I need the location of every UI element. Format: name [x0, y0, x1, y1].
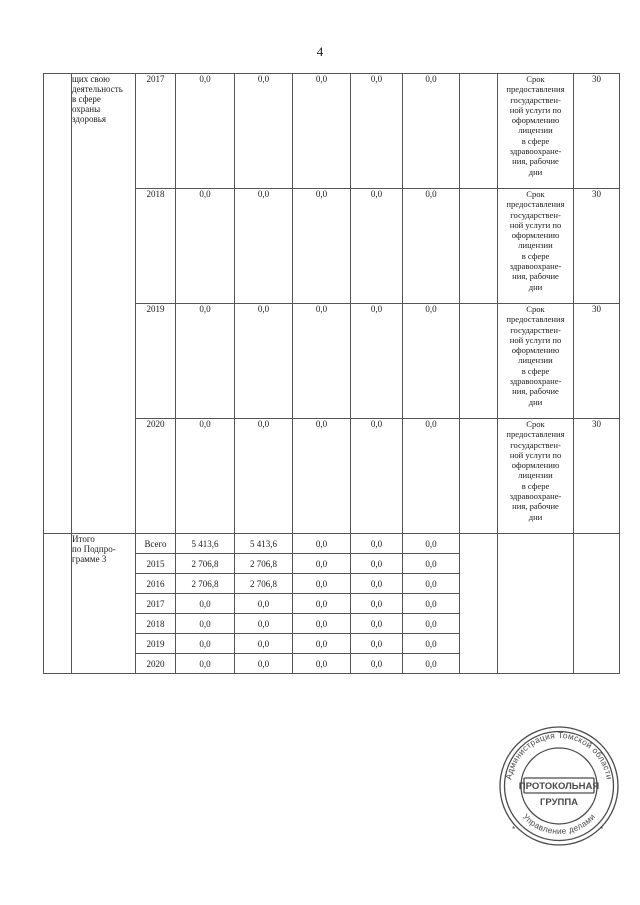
value-cell: 0,0	[351, 594, 403, 614]
value-cell: 0,0	[235, 419, 293, 534]
value-cell: 0,0	[235, 654, 293, 674]
text-line: Срок	[526, 74, 545, 84]
value-cell: 0,0	[293, 534, 351, 554]
stamp-center-line2: ГРУППА	[539, 797, 579, 808]
indicator-cell	[498, 419, 574, 534]
empty-cell	[460, 534, 498, 674]
stamp-ring-bottom-text: Управление делами	[520, 811, 598, 837]
text-line: лицензии	[518, 470, 553, 481]
value-cell: 0,0	[403, 189, 460, 304]
text-line: государствен-	[510, 439, 561, 450]
text-line: в сфере	[521, 365, 550, 376]
value-cell: 0,0	[351, 654, 403, 674]
value-cell: 0,0	[176, 419, 235, 534]
value-cell: 0,0	[176, 634, 235, 654]
value-cell: 0,0	[351, 554, 403, 574]
text-line: Срок	[526, 419, 545, 429]
text-line: здравоохране-	[509, 376, 562, 387]
year-cell: 2017	[136, 74, 176, 189]
table-row	[44, 534, 620, 554]
value-cell: 0,0	[293, 419, 351, 534]
text-line: предоставления	[506, 84, 565, 95]
target-value-cell: 30	[574, 419, 620, 534]
value-cell: 0,0	[176, 594, 235, 614]
text-line: в сфере	[72, 94, 101, 104]
text-line: дни	[528, 281, 543, 292]
value-cell: 0,0	[403, 594, 460, 614]
value-cell: 0,0	[235, 594, 293, 614]
text-line: ния, рабочие	[512, 501, 559, 512]
row-number-cell	[44, 534, 72, 674]
year-cell: Всего	[136, 534, 176, 554]
value-cell: 0,0	[403, 554, 460, 574]
year-cell: 2015	[136, 554, 176, 574]
value-cell: 0,0	[351, 614, 403, 634]
value-cell: 0,0	[235, 634, 293, 654]
block1-body	[44, 74, 620, 534]
text-line: лицензии	[518, 355, 553, 366]
text-line: ной услуги по	[509, 449, 562, 460]
text-line: ния, рабочие	[512, 271, 559, 282]
value-cell: 2 706,8	[235, 574, 293, 594]
text-line: деятельность	[72, 84, 123, 94]
value-cell: 0,0	[293, 189, 351, 304]
value-cell: 0,0	[351, 534, 403, 554]
target-value-cell: 30	[574, 304, 620, 419]
value-cell: 0,0	[293, 554, 351, 574]
value-cell: 0,0	[293, 304, 351, 419]
table-row	[44, 74, 620, 189]
value-cell: 0,0	[403, 534, 460, 554]
year-cell: 2019	[136, 634, 176, 654]
year-cell: 2018	[136, 189, 176, 304]
text-line: в сфере	[521, 480, 550, 491]
year-cell: 2020	[136, 419, 176, 534]
empty-cell	[498, 534, 574, 674]
text-line: лицензии	[518, 240, 553, 251]
value-cell: 0,0	[351, 304, 403, 419]
text-line: грамме 3	[72, 554, 107, 564]
text-line: ной услуги по	[509, 219, 562, 230]
text-line: по Подпро-	[72, 544, 116, 554]
total-name-cell	[72, 534, 136, 674]
value-cell: 5 413,6	[235, 534, 293, 554]
year-cell: 2016	[136, 574, 176, 594]
empty-cell	[460, 74, 498, 189]
text-line: здравоохране-	[509, 491, 562, 502]
indicator-cell	[498, 189, 574, 304]
value-cell: 0,0	[176, 614, 235, 634]
text-line: ной услуги по	[509, 334, 562, 345]
text-line: оформлению	[511, 230, 560, 241]
text-line: оформлению	[511, 115, 560, 126]
text-line: ния, рабочие	[512, 386, 559, 397]
text-line: государствен-	[510, 94, 561, 105]
text-line: щих свою	[72, 74, 110, 84]
text-line: дни	[528, 396, 543, 407]
value-cell: 0,0	[293, 614, 351, 634]
value-cell: 0,0	[351, 189, 403, 304]
year-cell: 2017	[136, 594, 176, 614]
value-cell: 0,0	[403, 74, 460, 189]
block2-body	[44, 534, 620, 674]
text-line: Срок	[526, 189, 545, 199]
value-cell: 0,0	[235, 304, 293, 419]
text-line: Срок	[526, 304, 545, 314]
text-line: государствен-	[510, 324, 561, 335]
text-line: предоставления	[506, 199, 565, 210]
empty-cell	[460, 189, 498, 304]
indicator-cell	[498, 74, 574, 189]
value-cell: 0,0	[235, 74, 293, 189]
text-line: государствен-	[510, 209, 561, 220]
value-cell: 2 706,8	[176, 574, 235, 594]
text-line: лицензии	[518, 125, 553, 136]
value-cell: 0,0	[235, 189, 293, 304]
value-cell: 0,0	[293, 594, 351, 614]
text-line: Итого	[72, 534, 95, 544]
year-cell: 2018	[136, 614, 176, 634]
program-table	[43, 73, 620, 674]
empty-cell	[460, 419, 498, 534]
text-line: в сфере	[521, 135, 550, 146]
value-cell: 2 706,8	[176, 554, 235, 574]
protocol-group-stamp	[496, 723, 622, 849]
year-cell: 2020	[136, 654, 176, 674]
stamp-star-right: *	[600, 825, 604, 834]
empty-cell	[460, 304, 498, 419]
value-cell: 0,0	[351, 634, 403, 654]
value-cell: 0,0	[176, 304, 235, 419]
text-line: дни	[528, 511, 543, 522]
value-cell: 0,0	[403, 304, 460, 419]
value-cell: 0,0	[293, 574, 351, 594]
value-cell: 0,0	[351, 74, 403, 189]
year-cell: 2019	[136, 304, 176, 419]
value-cell: 0,0	[293, 74, 351, 189]
value-cell: 0,0	[403, 419, 460, 534]
activity-name-cell	[72, 74, 136, 534]
target-value-cell: 30	[574, 74, 620, 189]
value-cell: 0,0	[235, 614, 293, 634]
value-cell: 5 413,6	[176, 534, 235, 554]
value-cell: 0,0	[403, 634, 460, 654]
empty-cell	[574, 534, 620, 674]
text-line: оформлению	[511, 460, 560, 471]
stamp-ring-top-text: Администрация Томской области	[503, 729, 615, 781]
value-cell: 0,0	[293, 654, 351, 674]
value-cell: 0,0	[351, 574, 403, 594]
text-line: предоставления	[506, 429, 565, 440]
value-cell: 0,0	[351, 419, 403, 534]
value-cell: 0,0	[176, 74, 235, 189]
text-line: охраны	[72, 104, 101, 114]
text-line: здоровья	[72, 114, 106, 124]
value-cell: 0,0	[403, 574, 460, 594]
indicator-cell	[498, 304, 574, 419]
text-line: здравоохране-	[509, 261, 562, 272]
text-line: здравоохране-	[509, 146, 562, 157]
value-cell: 0,0	[176, 189, 235, 304]
text-line: ной услуги по	[509, 104, 562, 115]
value-cell: 2 706,8	[235, 554, 293, 574]
value-cell: 0,0	[403, 614, 460, 634]
text-line: предоставления	[506, 314, 565, 325]
text-line: оформлению	[511, 345, 560, 356]
value-cell: 0,0	[176, 654, 235, 674]
value-cell: 0,0	[293, 634, 351, 654]
stamp-center-line1: ПРОТОКОЛЬНАЯ	[518, 781, 600, 792]
text-line: ния, рабочие	[512, 156, 559, 167]
stamp-star-left: *	[512, 825, 516, 834]
target-value-cell: 30	[574, 189, 620, 304]
page-number: 4	[316, 44, 324, 59]
text-line: в сфере	[521, 250, 550, 261]
row-number-cell	[44, 74, 72, 534]
value-cell: 0,0	[403, 654, 460, 674]
text-line: дни	[528, 166, 543, 177]
svg-text:Администрация Томской области	[503, 730, 614, 780]
